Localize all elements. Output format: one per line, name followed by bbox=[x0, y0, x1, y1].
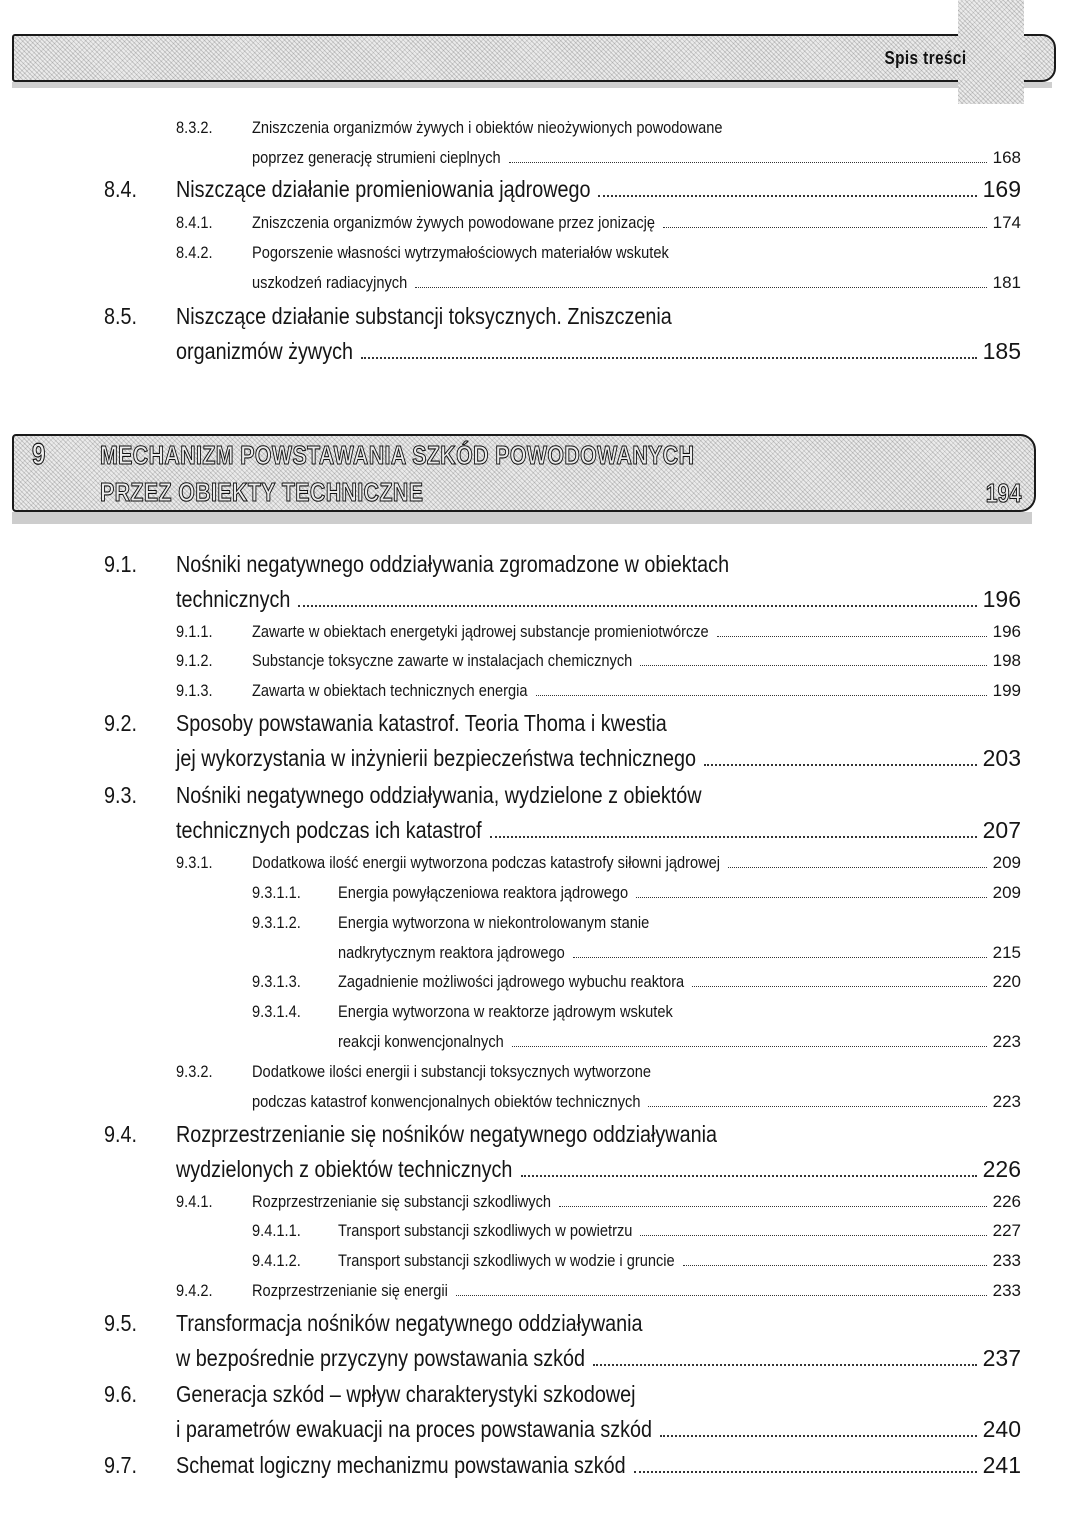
toc-entry-leader-line bbox=[252, 1092, 1021, 1112]
toc-entry-title: technicznych podczas ich katastrof bbox=[176, 817, 482, 843]
toc-entry-title: reakcji konwencjonalnych bbox=[338, 1032, 504, 1051]
dot-leader bbox=[683, 1265, 987, 1266]
toc-entry-number: 9.1.2. bbox=[176, 651, 213, 670]
dot-leader bbox=[648, 1106, 986, 1107]
dot-leader bbox=[634, 1471, 977, 1473]
toc-entry-number: 8.4.1. bbox=[176, 213, 213, 232]
toc-entry-title: nadkrytycznym reaktora jądrowego bbox=[338, 943, 565, 962]
toc-entry-title: Niszczące działanie promieniowania jądrowego bbox=[176, 176, 591, 202]
dot-leader bbox=[559, 1206, 987, 1207]
toc-entry-title: Nośniki negatywnego oddziaływania, wydzielone z obiektów bbox=[176, 782, 702, 808]
toc-entry-page: 209 bbox=[992, 853, 1021, 872]
toc-entry-number: 9.1.1. bbox=[176, 622, 213, 641]
toc-entry-page: 226 bbox=[992, 1192, 1021, 1211]
toc-entry-number: 9.3.1.3. bbox=[252, 972, 301, 991]
toc-entry-page: 196 bbox=[992, 622, 1021, 641]
toc-entry-title: technicznych bbox=[176, 586, 291, 612]
toc-entry-page: 196 bbox=[982, 586, 1021, 612]
toc-entry-title: Generacja szkód – wpływ charakterystyki szkodowej bbox=[176, 1381, 636, 1407]
toc-entry-title: Zagadnienie możliwości jądrowego wybuchu reaktora bbox=[338, 972, 685, 991]
dot-leader bbox=[636, 897, 986, 898]
toc-entry-number: 9.4.2. bbox=[176, 1281, 213, 1300]
corner-tab bbox=[958, 0, 1024, 104]
dot-leader bbox=[640, 665, 986, 666]
toc-entry-number: 8.5. bbox=[104, 303, 138, 329]
toc-entry-number: 9.3.2. bbox=[176, 1062, 213, 1081]
toc-entry-leader-line bbox=[338, 972, 1021, 992]
toc-entry-number: 9.3.1. bbox=[176, 853, 213, 872]
toc-entry-page: 226 bbox=[982, 1156, 1021, 1182]
dot-leader bbox=[593, 1364, 977, 1366]
toc-entry-title: Rozprzestrzenianie się energii bbox=[252, 1281, 448, 1300]
toc-entry-title: Energia powyłączeniowa reaktora jądrowego bbox=[338, 883, 629, 902]
toc-entry-title: Nośniki negatywnego oddziaływania zgromadzone w obiektach bbox=[176, 551, 730, 577]
header-bar-shadow bbox=[12, 82, 1052, 88]
toc-entry-page: 203 bbox=[982, 745, 1021, 771]
toc-entry-page: 223 bbox=[992, 1092, 1021, 1111]
toc-entry-title: w bezpośrednie przyczyny powstawania szkód bbox=[176, 1345, 585, 1371]
toc-entry-title: Rozprzestrzenianie się substancji szkodliwych bbox=[252, 1192, 552, 1211]
toc-entry-page: 181 bbox=[992, 273, 1021, 292]
toc-entry-page: 227 bbox=[992, 1221, 1021, 1240]
toc-entry-number: 9.4. bbox=[104, 1121, 138, 1147]
toc-entry-title: i parametrów ewakuacji na proces powstawania szkód bbox=[176, 1416, 653, 1442]
toc-entry-title: Dodatkowa ilość energii wytworzona podczas katastrofy siłowni jądrowej bbox=[252, 853, 721, 872]
toc-entry-leader-line bbox=[176, 586, 1021, 613]
dot-leader bbox=[509, 162, 987, 163]
toc-entry-page: 185 bbox=[982, 338, 1021, 364]
toc-entry-page: 233 bbox=[992, 1281, 1021, 1300]
toc-entry-title: organizmów żywych bbox=[176, 338, 353, 364]
dot-leader bbox=[490, 836, 977, 838]
toc-entry-leader-line bbox=[176, 1452, 1021, 1479]
toc-entry-leader-line bbox=[252, 273, 1021, 293]
toc-entry-title: Zawarte w obiektach energetyki jądrowej substancje promieniotwórcze bbox=[252, 622, 709, 641]
toc-entry-title: Transformacja nośników negatywnego oddziaływania bbox=[176, 1310, 643, 1336]
toc-entry-leader-line bbox=[338, 883, 1021, 903]
dot-leader bbox=[521, 1175, 977, 1177]
toc-entry-leader-line bbox=[252, 1281, 1021, 1301]
toc-entry-leader-line bbox=[252, 651, 1021, 671]
chapter-bar-shadow bbox=[12, 512, 1032, 524]
toc-entry-number: 8.3.2. bbox=[176, 118, 213, 137]
toc-entry-title: Dodatkowe ilości energii i substancji toksycznych wytworzone bbox=[252, 1062, 651, 1081]
toc-entry-leader-line bbox=[176, 1416, 1021, 1443]
toc-entry-number: 9.2. bbox=[104, 710, 138, 736]
toc-entry-number: 9.4.1.1. bbox=[252, 1221, 301, 1240]
toc-entry-page: 233 bbox=[992, 1251, 1021, 1270]
toc-entry-title: Energia wytworzona w niekontrolowanym stanie bbox=[338, 913, 650, 932]
chapter-number: 9 bbox=[32, 438, 46, 471]
toc-entry-title: uszkodzeń radiacyjnych bbox=[252, 273, 408, 292]
toc-entry-number: 9.4.1.2. bbox=[252, 1251, 301, 1270]
toc-entry-number: 9.1. bbox=[104, 551, 138, 577]
toc-entry-page: 223 bbox=[992, 1032, 1021, 1051]
dot-leader bbox=[415, 287, 986, 288]
toc-entry-leader-line bbox=[252, 213, 1021, 233]
toc-entry-title: Niszczące działanie substancji toksycznych. Zniszczenia bbox=[176, 303, 672, 329]
toc-entry-number: 9.3.1.4. bbox=[252, 1002, 301, 1021]
dot-leader bbox=[692, 986, 986, 987]
toc-entry-page: 209 bbox=[992, 883, 1021, 902]
toc-entry-number: 9.1.3. bbox=[176, 681, 213, 700]
toc-entry-page: 240 bbox=[982, 1416, 1021, 1442]
toc-entry-leader-line bbox=[252, 1192, 1021, 1212]
toc-entry-title: Zawarta w obiektach technicznych energia bbox=[252, 681, 528, 700]
toc-entry-title: podczas katastrof konwencjonalnych obiektów technicznych bbox=[252, 1092, 641, 1111]
toc-entry-number: 8.4.2. bbox=[176, 243, 213, 262]
toc-entry-number: 9.5. bbox=[104, 1310, 138, 1336]
toc-entry-leader-line bbox=[176, 745, 1021, 772]
toc-entry-title: Rozprzestrzenianie się nośników negatywnego oddziaływania bbox=[176, 1121, 717, 1147]
toc-entry-number: 9.6. bbox=[104, 1381, 138, 1407]
dot-leader bbox=[728, 867, 987, 868]
dot-leader bbox=[298, 605, 976, 607]
dot-leader bbox=[536, 695, 987, 696]
chapter-title-line2: PRZEZ OBIEKTY TECHNICZNE bbox=[100, 477, 424, 507]
toc-entry-leader-line bbox=[176, 1156, 1021, 1183]
chapter-title-line1: MECHANIZM POWSTAWANIA SZKÓD POWODOWANYCH bbox=[100, 440, 695, 470]
toc-entry-leader-line bbox=[338, 1251, 1021, 1271]
toc-entry-title: Pogorszenie własności wytrzymałościowych materiałów wskutek bbox=[252, 243, 669, 262]
chapter-page-number: 194 bbox=[985, 478, 1021, 508]
dot-leader bbox=[573, 957, 987, 958]
toc-entry-title: Substancje toksyczne zawarte w instalacjach chemicznych bbox=[252, 651, 633, 670]
toc-entry-title: Sposoby powstawania katastrof. Teoria Thoma i kwestia bbox=[176, 710, 667, 736]
toc-entry-leader-line bbox=[338, 1221, 1021, 1241]
toc-entry-title: Transport substancji szkodliwych w wodzie i gruncie bbox=[338, 1251, 675, 1270]
dot-leader bbox=[704, 764, 977, 766]
toc-entry-leader-line bbox=[252, 853, 1021, 873]
toc-entry-leader-line bbox=[176, 338, 1021, 365]
toc-entry-number: 9.3.1.1. bbox=[252, 883, 301, 902]
toc-entry-number: 9.4.1. bbox=[176, 1192, 213, 1211]
toc-entry-page: 199 bbox=[992, 681, 1021, 700]
dot-leader bbox=[361, 357, 977, 359]
toc-entry-number: 9.3.1.2. bbox=[252, 913, 301, 932]
dot-leader bbox=[717, 636, 987, 637]
toc-entry-page: 215 bbox=[992, 943, 1021, 962]
dot-leader bbox=[456, 1295, 987, 1296]
toc-entry-leader-line bbox=[252, 148, 1021, 168]
toc-entry-leader-line bbox=[176, 817, 1021, 844]
dot-leader bbox=[640, 1235, 986, 1236]
toc-entry-leader-line bbox=[338, 943, 1021, 963]
dot-leader bbox=[512, 1046, 987, 1047]
toc-entry-page: 220 bbox=[992, 972, 1021, 991]
toc-entry-leader-line bbox=[252, 622, 1021, 642]
running-header-title: Spis treści bbox=[884, 48, 967, 68]
toc-entry-leader-line bbox=[176, 176, 1021, 203]
toc-entry-leader-line bbox=[176, 1345, 1021, 1372]
dot-leader bbox=[598, 195, 976, 197]
toc-entry-title: Zniszczenia organizmów żywych i obiektów nieożywionych powodowane bbox=[252, 118, 723, 137]
toc-entry-page: 237 bbox=[982, 1345, 1021, 1371]
toc-entry-title: Schemat logiczny mechanizmu powstawania szkód bbox=[176, 1452, 626, 1478]
toc-entry-title: jej wykorzystania w inżynierii bezpieczeństwa technicznego bbox=[176, 745, 697, 771]
toc-entry-page: 174 bbox=[992, 213, 1021, 232]
dot-leader bbox=[660, 1435, 977, 1437]
toc-entry-leader-line bbox=[338, 1032, 1021, 1052]
toc-entry-number: 8.4. bbox=[104, 176, 138, 202]
toc-entry-title: Transport substancji szkodliwych w powietrzu bbox=[338, 1221, 633, 1240]
toc-entry-title: Zniszczenia organizmów żywych powodowane przez jonizację bbox=[252, 213, 656, 232]
toc-entry-page: 198 bbox=[992, 651, 1021, 670]
toc-entry-title: Energia wytworzona w reaktorze jądrowym wskutek bbox=[338, 1002, 673, 1021]
toc-entry-page: 207 bbox=[982, 817, 1021, 843]
toc-entry-leader-line bbox=[252, 681, 1021, 701]
toc-entry-title: wydzielonych z obiektów technicznych bbox=[176, 1156, 513, 1182]
toc-entry-page: 168 bbox=[992, 148, 1021, 167]
toc-entry-number: 9.7. bbox=[104, 1452, 138, 1478]
toc-entry-title: poprzez generację strumieni cieplnych bbox=[252, 148, 501, 167]
toc-entry-page: 169 bbox=[982, 176, 1021, 202]
dot-leader bbox=[663, 227, 987, 228]
toc-entry-page: 241 bbox=[982, 1452, 1021, 1478]
toc-entry-number: 9.3. bbox=[104, 782, 138, 808]
